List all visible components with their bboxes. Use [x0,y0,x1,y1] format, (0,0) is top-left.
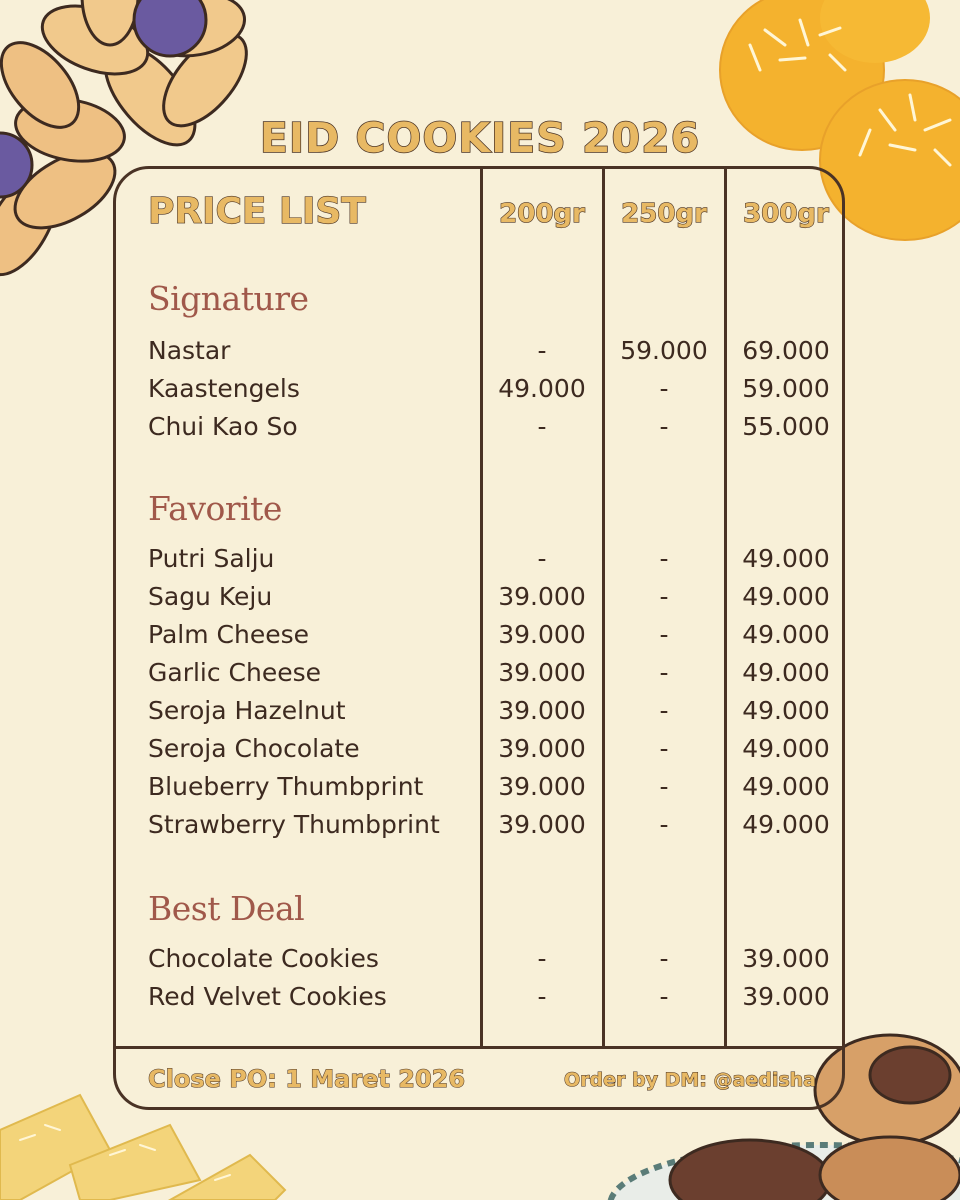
item-name: Palm Cheese [148,620,309,649]
price-250gr: - [659,982,669,1011]
price-200gr: 39.000 [498,810,586,839]
price-250gr: - [659,620,669,649]
price-list-title: PRICE LIST [148,191,366,232]
price-200gr: 39.000 [498,658,586,687]
price-200gr: - [537,336,547,365]
table-row [116,620,842,658]
item-name: Garlic Cheese [148,658,322,687]
price-200gr: 39.000 [498,582,586,611]
table-row [116,772,842,810]
price-300gr: 49.000 [742,696,830,725]
order-by-dm: Order by DM: @aedisha [564,1069,816,1091]
page-title: EID COOKIES 2026 [259,114,701,162]
section-title-best-deal: Best Deal [148,889,305,928]
price-300gr: 49.000 [742,772,830,801]
table-row [116,810,842,848]
column-header-300gr: 300gr [743,199,829,229]
table-row [116,734,842,772]
price-300gr: 39.000 [742,982,830,1011]
table-row [116,374,842,412]
table-row [116,982,842,1020]
price-200gr: - [537,982,547,1011]
price-200gr: 39.000 [498,734,586,763]
item-name: Kaastengels [148,374,300,403]
column-header-200gr: 200gr [499,199,585,229]
table-row [116,336,842,374]
item-name: Chocolate Cookies [148,944,379,973]
table-row [116,696,842,734]
table-row [116,944,842,982]
table-row [116,582,842,620]
table-row [116,544,842,582]
price-300gr: 49.000 [742,734,830,763]
price-300gr: 49.000 [742,810,830,839]
price-250gr: - [659,374,669,403]
price-250gr: - [659,412,669,441]
item-name: Sagu Keju [148,582,273,611]
price-300gr: 49.000 [742,658,830,687]
table-row [116,658,842,696]
price-200gr: - [537,412,547,441]
item-name: Seroja Chocolate [148,734,360,763]
table-row [116,412,842,450]
price-250gr: - [659,944,669,973]
price-300gr: 39.000 [742,944,830,973]
section-title-signature: Signature [148,279,309,318]
price-300gr: 59.000 [742,374,830,403]
price-250gr: - [659,810,669,839]
price-300gr: 49.000 [742,544,830,573]
item-name: Chui Kao So [148,412,298,441]
price-list-card [113,166,845,1110]
price-250gr: - [659,658,669,687]
price-250gr: - [659,734,669,763]
price-300gr: 69.000 [742,336,830,365]
price-200gr: 49.000 [498,374,586,403]
price-200gr: 39.000 [498,696,586,725]
price-200gr: 39.000 [498,772,586,801]
close-po-date: Close PO: 1 Maret 2026 [148,1065,466,1093]
price-250gr: - [659,544,669,573]
price-300gr: 55.000 [742,412,830,441]
item-name: Red Velvet Cookies [148,982,387,1011]
item-name: Blueberry Thumbprint [148,772,424,801]
price-250gr: - [659,772,669,801]
footer-divider [116,1046,842,1049]
price-250gr: - [659,582,669,611]
item-name: Strawberry Thumbprint [148,810,440,839]
price-200gr: 39.000 [498,620,586,649]
column-header-250gr: 250gr [621,199,707,229]
price-300gr: 49.000 [742,620,830,649]
price-250gr: 59.000 [620,336,708,365]
price-300gr: 49.000 [742,582,830,611]
price-200gr: - [537,544,547,573]
price-250gr: - [659,696,669,725]
item-name: Seroja Hazelnut [148,696,346,725]
price-200gr: - [537,944,547,973]
item-name: Nastar [148,336,231,365]
section-title-favorite: Favorite [148,489,282,528]
item-name: Putri Salju [148,544,275,573]
